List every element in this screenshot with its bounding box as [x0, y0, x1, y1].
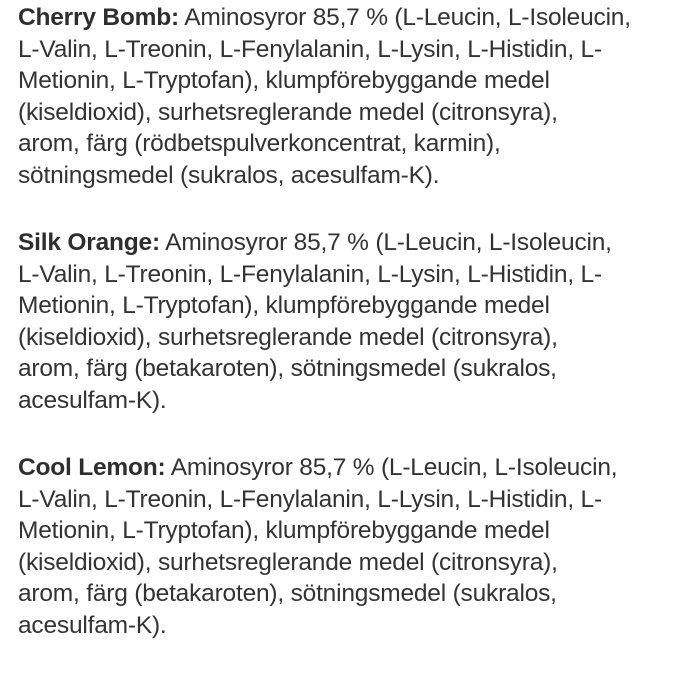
flavor-name-cherry-bomb: Cherry Bomb: [18, 4, 179, 31]
ingredient-paragraph-cherry-bomb [18, 2, 662, 191]
ingredient-paragraph-cool-lemon [18, 452, 662, 641]
ingredient-line: L-Valin, L-Treonin, L-Fenylalanin, L-Lysin, L-Histidin, L- [18, 35, 602, 63]
ingredient-line [18, 452, 662, 484]
ingredient-line: (kiseldioxid), surhetsreglerande medel (citronsyra), [18, 323, 558, 351]
ingredient-line: Metionin, L-Tryptofan), klumpförebyggande medel [18, 292, 550, 319]
ingredient-line: L-Valin, L-Treonin, L-Fenylalanin, L-Lysin, L-Histidin, L- [18, 260, 602, 288]
ingredient-line: arom, färg (betakaroten), sötningsmedel (sukralos, [18, 355, 557, 382]
ingredient-text: Aminosyror 85,7 % (L-Leucin, L-Isoleucin, [159, 229, 612, 256]
ingredient-line [18, 227, 662, 259]
ingredient-paragraph-silk-orange [18, 227, 662, 416]
ingredient-line: Metionin, L-Tryptofan), klumpförebyggande medel [18, 517, 550, 544]
ingredient-line: sötningsmedel (sukralos, acesulfam-K). [18, 161, 440, 189]
ingredient-text: Aminosyror 85,7 % (L-Leucin, L-Isoleucin, [178, 4, 631, 31]
ingredient-line: acesulfam-K). [18, 611, 167, 639]
flavor-name-silk-orange: Silk Orange: [18, 229, 160, 256]
ingredient-line: (kiseldioxid), surhetsreglerande medel (citronsyra), [18, 98, 558, 126]
ingredient-line: Metionin, L-Tryptofan), klumpförebyggande medel [18, 67, 550, 94]
flavor-name-cool-lemon: Cool Lemon: [18, 454, 166, 481]
ingredient-text: Aminosyror 85,7 % (L-Leucin, L-Isoleucin, [165, 454, 618, 481]
ingredient-line: arom, färg (rödbetspulverkoncentrat, karmin), [18, 130, 501, 157]
ingredient-line: L-Valin, L-Treonin, L-Fenylalanin, L-Lysin, L-Histidin, L- [18, 485, 602, 513]
ingredient-line: (kiseldioxid), surhetsreglerande medel (citronsyra), [18, 548, 558, 576]
ingredient-line: arom, färg (betakaroten), sötningsmedel (sukralos, [18, 580, 557, 607]
ingredient-line [18, 2, 662, 34]
ingredient-line: acesulfam-K). [18, 386, 167, 414]
